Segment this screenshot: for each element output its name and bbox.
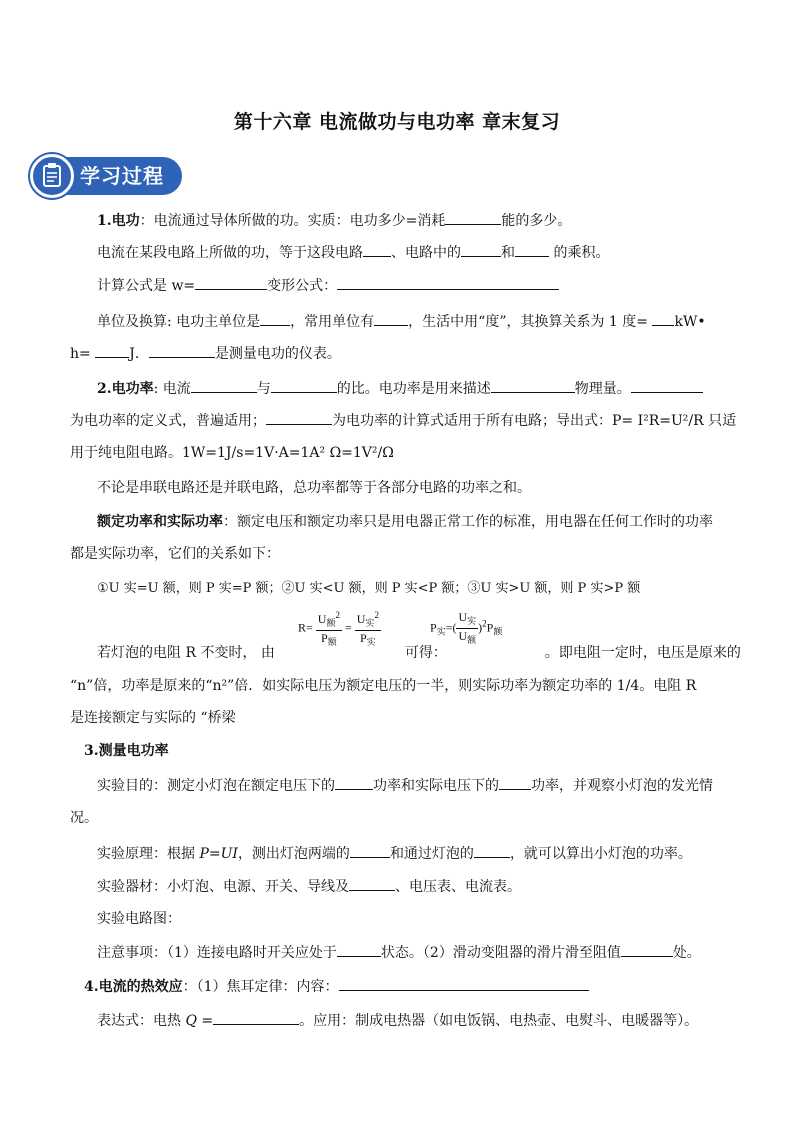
answer-blank[interactable] <box>363 242 391 257</box>
text-line: 额定功率和实际功率：额定电压和额定功率只是用电器正常工作的标准，用电器在任何工作时的功率 <box>97 514 713 530</box>
text-line: 计算公式是 w= 变形公式： <box>97 275 725 296</box>
answer-blank[interactable] <box>260 311 290 326</box>
answer-blank[interactable] <box>195 275 267 290</box>
text-line: 为电功率的定义式，普遍适用； 为电功率的计算式适用于所有电路；导出式：P= I²R=U²/R 只适 <box>70 410 725 431</box>
answer-blank[interactable] <box>271 378 337 393</box>
text-line: h= J． 是测量电功的仪表。 <box>70 343 725 364</box>
text-line: 实验目的：测定小灯泡在额定电压下的 功率和实际电压下的 功率，并观察小灯泡的发光情 <box>97 775 725 796</box>
formula-resistance: R= $\frac{U_额^2}{P_额}$ = $\frac{U_实^2}{P_实}$ <box>298 610 379 647</box>
text-line: “n”倍，功率是原来的“n²”倍．如实际电压为额定电压的一半，则实际功率为额定功率的 1/4。电阻 R <box>70 678 697 694</box>
text-line: 若灯泡的电阻 R 不变时， 由 可得： 。即电阻一定时，电压是原来的 <box>97 645 741 661</box>
text-line: 实验电路图： <box>97 911 181 927</box>
text-line: 实验器材：小灯泡、电源、开关、导线及 、电压表、电流表。 <box>97 876 725 897</box>
answer-blank[interactable] <box>339 976 589 991</box>
text-line: 用于纯电阻电路。1W=1J/s=1V·A=1A² Ω=1V²/Ω <box>70 445 394 461</box>
answer-blank[interactable] <box>374 311 408 326</box>
text-line: ①U 实=U 额，则 P 实=P 额；②U 实<U 额，则 P 实<P 额；③U 实>U 额，则 P 实>P 额 <box>97 581 641 596</box>
text-line: 是连接额定与实际的 “桥梁 <box>70 710 236 726</box>
answer-blank[interactable] <box>349 876 395 891</box>
text-line: 都是实际功率，它们的关系如下： <box>70 546 280 562</box>
clipboard-icon <box>30 154 74 198</box>
page-title: 第十六章 电流做功与电功率 章末复习 <box>233 111 561 133</box>
answer-blank[interactable] <box>149 343 215 358</box>
answer-blank[interactable] <box>95 343 129 358</box>
answer-blank[interactable] <box>474 843 510 858</box>
text-line: 单位及换算: 电功主单位是 ，常用单位有 ，生活中用“度”，其换算关系为 1 度= kW• <box>97 311 725 332</box>
answer-blank[interactable] <box>191 378 257 393</box>
text-line: 电流在某段电路上所做的功，等于这段电路 、电路中的 和 的乘积。 <box>97 242 725 263</box>
answer-blank[interactable] <box>213 1010 299 1025</box>
text-line: 表达式：电热 Q = 。应用：制成电热器（如电饭锅、电热壶、电熨斗、电暖器等）。 <box>97 1010 725 1031</box>
answer-blank[interactable] <box>652 311 674 326</box>
answer-blank[interactable] <box>499 775 531 790</box>
answer-blank[interactable] <box>335 775 373 790</box>
answer-blank[interactable] <box>266 410 332 425</box>
answer-blank[interactable] <box>491 378 575 393</box>
section-heading: 3.测量电功率 <box>84 743 169 759</box>
answer-blank[interactable] <box>337 275 559 290</box>
section-banner-label: 学习过程 <box>80 164 164 188</box>
answer-blank[interactable] <box>350 843 390 858</box>
answer-blank[interactable] <box>515 242 549 257</box>
text-line: 实验原理：根据 P=UI，测出灯泡两端的 和通过灯泡的 ，就可以算出小灯泡的功率。 <box>97 843 725 864</box>
answer-blank[interactable] <box>337 942 381 957</box>
formula-actual-power: $P_实=$( $\frac{U_实}{U_额}$ )$^2P_额$ <box>430 610 503 645</box>
text-line: 1.电功：电流通过导体所做的功。实质：电功多少=消耗 能的多少。 <box>97 210 725 231</box>
answer-blank[interactable] <box>621 942 673 957</box>
text-line: 4.电流的热效应：（1）焦耳定律：内容： <box>84 976 739 997</box>
text-line: 不论是串联电路还是并联电路，总功率都等于各部分电路的功率之和。 <box>97 480 531 496</box>
text-line: 况。 <box>70 810 98 826</box>
text-line: 注意事项：（1）连接电路时开关应处于 状态。（2）滑动变阻器的滑片滑至阻值 处。 <box>97 942 725 963</box>
text-line: 2.电功率: 电流 与 的比。电功率是用来描述 物理量。 <box>97 378 725 399</box>
section-banner <box>30 154 186 198</box>
answer-blank[interactable] <box>445 210 501 225</box>
answer-blank[interactable] <box>461 242 501 257</box>
answer-blank[interactable] <box>631 378 703 393</box>
